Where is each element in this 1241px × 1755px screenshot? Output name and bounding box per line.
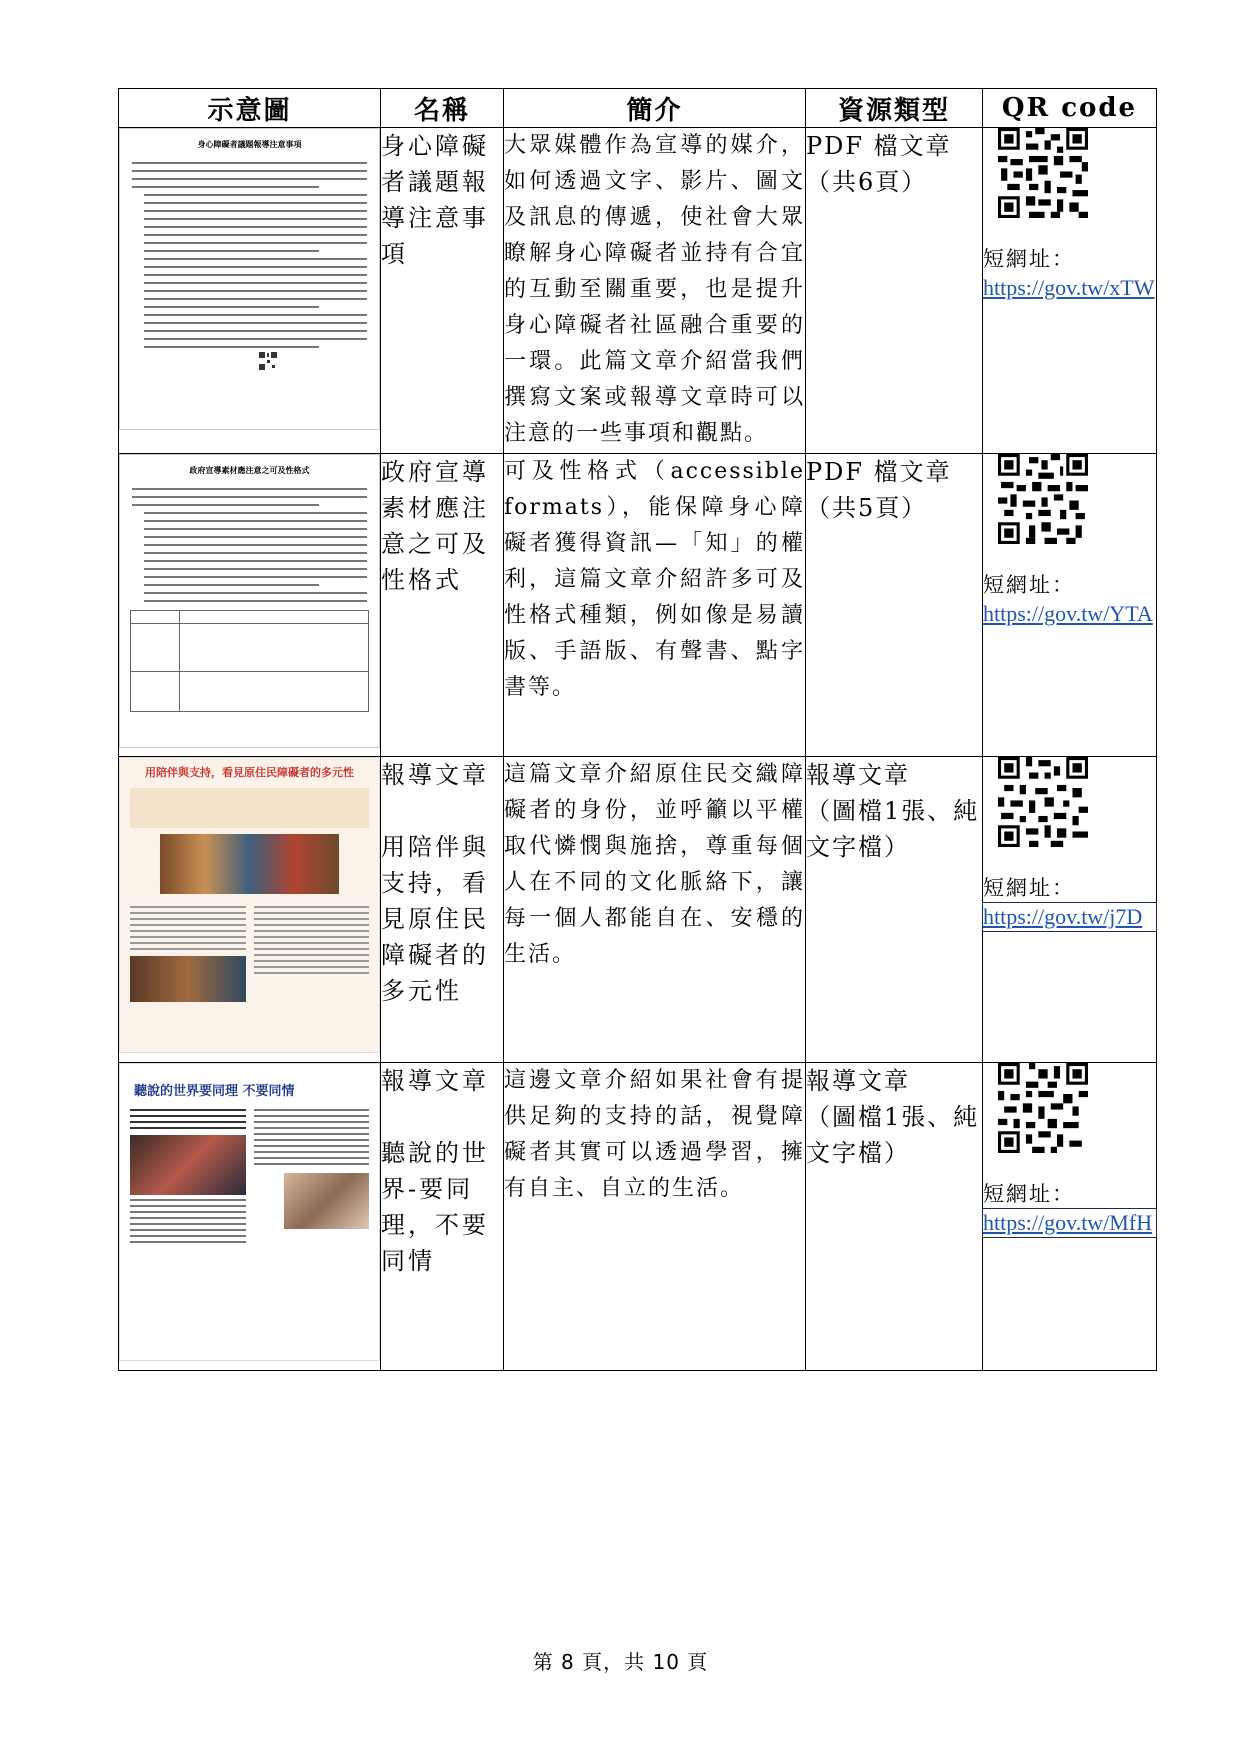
resource-type: PDF 檔文章 (806, 458, 952, 486)
short-url-label: 短網址： (983, 573, 1075, 597)
description-cell (504, 128, 806, 454)
thumbnail-title: 用陪伴與支持，看見原住民障礙者的多元性 (145, 766, 354, 779)
resource-type-detail: （圖檔1張、純文字檔） (806, 1103, 980, 1167)
name-cell (381, 1063, 504, 1371)
header-type: 資源類型 (806, 89, 983, 128)
table-row (119, 757, 1157, 1063)
table-row (119, 454, 1157, 757)
qr-code-icon[interactable] (998, 454, 1088, 544)
header-description: 簡介 (504, 89, 806, 128)
type-cell (806, 757, 983, 1063)
description-cell (504, 454, 806, 757)
article-thumbnail[interactable] (119, 757, 380, 1053)
page-number: 第 8 頁，共 10 頁 (532, 1650, 709, 1674)
resource-name: 政府宣導素材應注意之可及性格式 (381, 458, 489, 594)
qr-cell (983, 757, 1157, 1063)
table-row (119, 1063, 1157, 1371)
resource-title: 用陪伴與支持，看見原住民障礙者的多元性 (381, 833, 489, 1005)
resource-type-detail: （共5頁） (806, 494, 928, 522)
document-thumbnail[interactable] (119, 128, 380, 430)
short-url-link[interactable]: https://gov.tw/j7D (983, 903, 1156, 931)
short-url-label: 短網址： (983, 1182, 1075, 1206)
header-thumbnail: 示意圖 (119, 89, 381, 128)
resource-description: 這邊文章介紹如果社會有提供足夠的支持的話，視覺障礙者其實可以透過學習，擁有自主、自立的生活。 (504, 1068, 805, 1201)
short-url-link[interactable]: https://gov.tw/YTA (983, 601, 1153, 626)
resource-type: 報導文章 (806, 761, 910, 789)
short-url-label: 短網址： (983, 876, 1075, 900)
thumbnail-cell (119, 757, 381, 1063)
thumbnail-title: 身心障礙者議題報導注意事項 (197, 139, 302, 149)
type-cell (806, 454, 983, 757)
resources-table (118, 88, 1157, 1371)
thumbnail-title: 聽說的世界要同理 不要同情 (134, 1084, 295, 1099)
resource-title: 聽說的世界-要同理，不要同情 (381, 1139, 489, 1275)
resource-name: 報導文章 (381, 1067, 489, 1095)
resource-type-detail: （共6頁） (806, 168, 928, 196)
header-qr: QR code (983, 89, 1157, 128)
qr-cell (983, 454, 1157, 757)
name-cell (381, 757, 504, 1063)
description-cell (504, 1063, 806, 1371)
name-cell (381, 454, 504, 757)
resource-type: 報導文章 (806, 1067, 910, 1095)
thumbnail-cell (119, 1063, 381, 1371)
resource-name: 報導文章 (381, 761, 489, 789)
resource-type: PDF 檔文章 (806, 132, 952, 160)
short-url-link[interactable]: https://gov.tw/xTW (983, 275, 1155, 300)
table-header-row (119, 89, 1157, 128)
short-url-label: 短網址： (983, 247, 1075, 271)
type-cell (806, 1063, 983, 1371)
thumbnail-title: 政府宣導素材應注意之可及性格式 (189, 465, 310, 475)
resource-description: 可及性格式（accessible formats），能保障身心障礙者獲得資訊—「知」的權利，這篇文章介紹許多可及性格式種類，例如像是易讀版、手語版、有聲書、點字書等。 (504, 459, 805, 700)
article-thumbnail[interactable] (119, 1063, 380, 1361)
document-thumbnail[interactable] (119, 454, 380, 748)
resource-name: 身心障礙者議題報導注意事項 (381, 132, 489, 268)
name-cell (381, 128, 504, 454)
description-cell (504, 757, 806, 1063)
header-name: 名稱 (381, 89, 504, 128)
qr-cell (983, 1063, 1157, 1371)
thumbnail-cell (119, 454, 381, 757)
qr-code-icon[interactable] (998, 128, 1088, 218)
resource-description: 這篇文章介紹原住民交織障礙者的身份，並呼籲以平權取代憐憫與施捨，尊重每個人在不同的文化脈絡下，讓每一個人都能自在、安穩的生活。 (504, 762, 805, 967)
thumbnail-cell (119, 128, 381, 454)
type-cell (806, 128, 983, 454)
qr-code-icon[interactable] (998, 1063, 1088, 1153)
qr-code-icon (258, 351, 278, 371)
table-row (119, 128, 1157, 454)
qr-code-icon[interactable] (998, 757, 1088, 847)
qr-cell (983, 128, 1157, 454)
resource-description: 大眾媒體作為宣導的媒介，如何透過文字、影片、圖文及訊息的傳遞，使社會大眾瞭解身心障礙者並持有合宜的互動至關重要，也是提升身心障礙者社區融合重要的一環。此篇文章介紹當我們撰寫文案或報導文章時可以注意的一些事項和觀點。 (504, 133, 805, 446)
resource-type-detail: （圖檔1張、純文字檔） (806, 797, 980, 861)
short-url-link[interactable]: https://gov.tw/MfH (983, 1209, 1156, 1237)
